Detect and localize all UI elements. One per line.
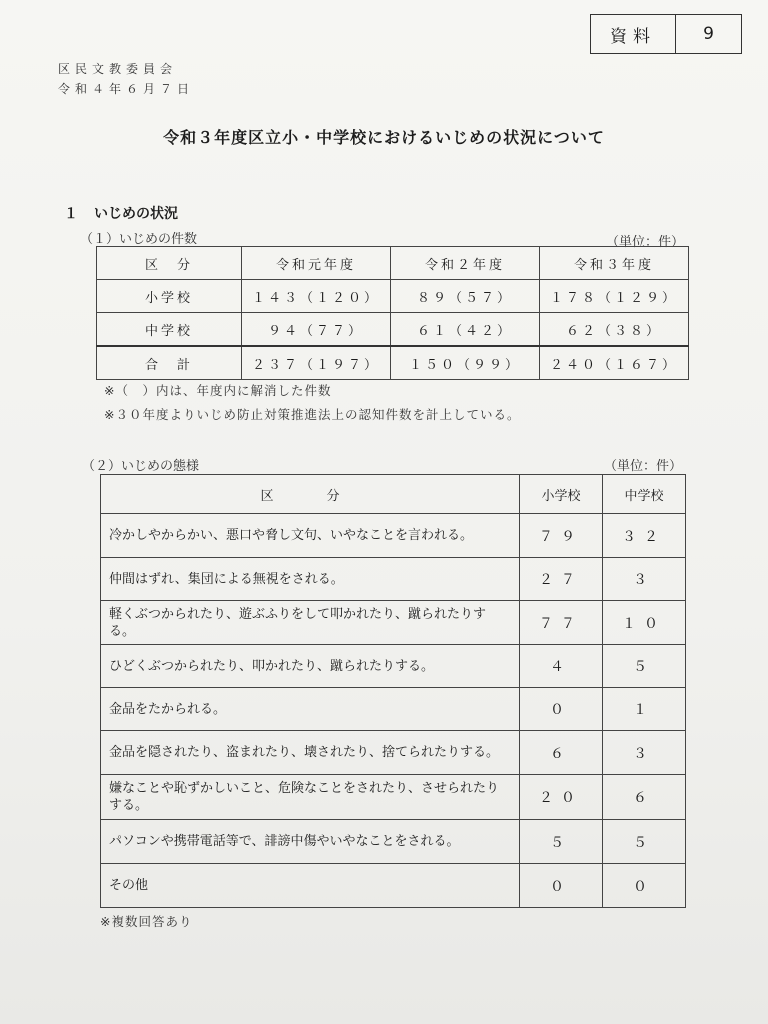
table-cell: １５０（９９） (391, 346, 540, 380)
header-cell: 令和３年度 (539, 247, 688, 280)
table-cell: ２０ (519, 775, 602, 820)
section-heading (64, 203, 178, 223)
total-row (97, 346, 689, 380)
table-header-row (97, 247, 689, 280)
table-cell: ３ (602, 731, 685, 775)
table-row (101, 688, 686, 731)
table-cell: ０ (602, 864, 685, 908)
row-label: 軽くぶつかられたり、遊ぶふりをして叩かれたり、蹴られたりする。 (101, 601, 520, 645)
row-label: 中学校 (97, 313, 242, 347)
table-cell: ２７ (519, 558, 602, 601)
table-row (101, 775, 686, 820)
header-cell: 中学校 (602, 475, 685, 514)
table1-unit: （単位：件） (606, 235, 685, 250)
section-number: １ (64, 206, 78, 222)
table-row (101, 864, 686, 908)
table-cell: ９４（７７） (242, 313, 391, 347)
table-row (101, 820, 686, 864)
table2-caption: （２）いじめの態様 (82, 459, 200, 474)
page-title: 令和３年度区立小・中学校におけるいじめの状況について (163, 128, 605, 147)
table1-note: ※（ ）内は、年度内に解消した件数 (104, 383, 332, 398)
table-cell: ６ (519, 731, 602, 775)
header-cell: 令和元年度 (242, 247, 391, 280)
row-label: その他 (101, 864, 520, 908)
table-row (97, 280, 689, 313)
row-label: 嫌なことや恥ずかしいこと、危険なことをされたり、させられたりする。 (101, 775, 520, 820)
table-cell: ６２（３８） (539, 313, 688, 347)
table-cell: ０ (519, 688, 602, 731)
document-label-box (590, 14, 742, 54)
committee-name: 区民文教委員会 (58, 62, 178, 76)
table-row (101, 645, 686, 688)
table-row (101, 601, 686, 645)
table-cell: ６１（４２） (391, 313, 540, 347)
table-cell: ５ (602, 645, 685, 688)
table-header-row (101, 475, 686, 514)
table-row (97, 313, 689, 347)
table-cell: ８９（５７） (391, 280, 540, 313)
row-label: 合 計 (97, 346, 242, 380)
table-cell: ２４０（１６７） (539, 346, 688, 380)
section-title: いじめの状況 (94, 206, 178, 222)
table-cell: ６ (602, 775, 685, 820)
table-cell: ０ (519, 864, 602, 908)
document-date: 令和４年６月７日 (58, 82, 195, 96)
table-cell: ５ (519, 820, 602, 864)
row-label: 小学校 (97, 280, 242, 313)
header-cell: 小学校 (519, 475, 602, 514)
table-cell: １４３（１２０） (242, 280, 391, 313)
header-cell: 区 分 (101, 475, 520, 514)
row-label: 冷かしやからかい、悪口や脅し文句、いやなことを言われる。 (101, 514, 520, 558)
table-cell: ５ (602, 820, 685, 864)
row-label: 金品をたかられる。 (101, 688, 520, 731)
row-label: ひどくぶつかられたり、叩かれたり、蹴られたりする。 (101, 645, 520, 688)
table-cell: ７７ (519, 601, 602, 645)
table-row (101, 558, 686, 601)
table1-note: ※３０年度よりいじめ防止対策推進法上の認知件数を計上している。 (104, 407, 521, 422)
row-label: 仲間はずれ、集団による無視をされる。 (101, 558, 520, 601)
table2-unit: （単位：件） (604, 459, 683, 474)
table-cell: ３２ (602, 514, 685, 558)
incident-count-table (96, 246, 689, 380)
row-label: パソコンや携帯電話等で、誹謗中傷やいやなことをされる。 (101, 820, 520, 864)
table-cell: ２３７（１９７） (242, 346, 391, 380)
table1-caption: （１）いじめの件数 (80, 232, 198, 247)
header-cell: 令和２年度 (391, 247, 540, 280)
table-row (101, 514, 686, 558)
table-cell: １０ (602, 601, 685, 645)
bullying-type-table (100, 474, 686, 908)
document-label-number: 9 (703, 24, 714, 44)
table-cell: ７９ (519, 514, 602, 558)
table-cell: １ (602, 688, 685, 731)
document-label-key: 資料 (591, 15, 676, 53)
table-row (101, 731, 686, 775)
header-cell: 区 分 (97, 247, 242, 280)
table2-note: ※複数回答あり (100, 914, 193, 929)
row-label: 金品を隠されたり、盗まれたり、壊されたり、捨てられたりする。 (101, 731, 520, 775)
table-cell: １７８（１２９） (539, 280, 688, 313)
table-cell: ３ (602, 558, 685, 601)
table-cell: ４ (519, 645, 602, 688)
